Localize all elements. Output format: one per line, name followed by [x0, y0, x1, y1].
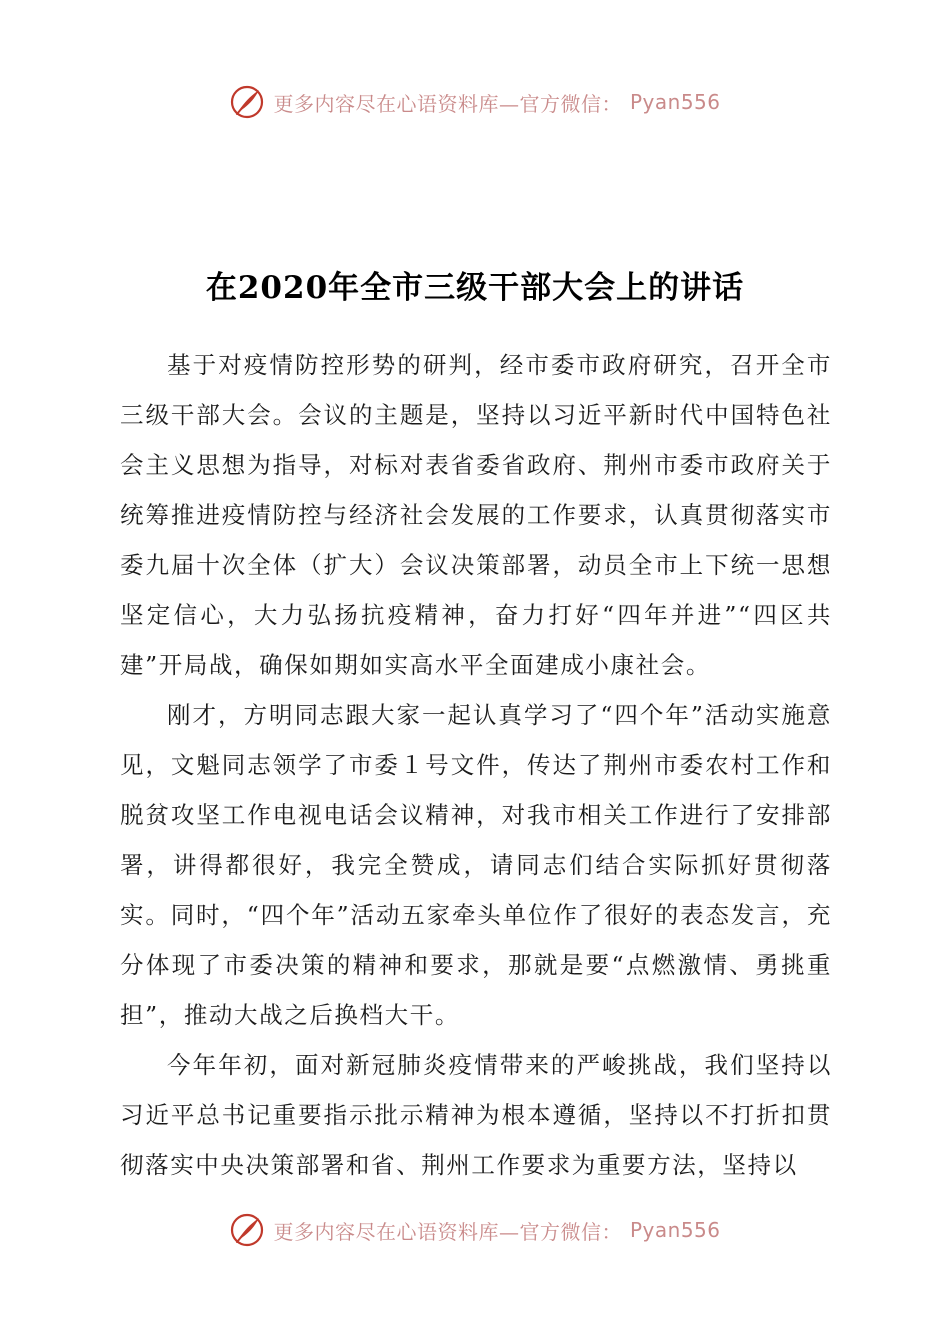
document-title: 在2020年全市三级干部大会上的讲话 — [205, 270, 745, 306]
document-body — [120, 340, 832, 1190]
watermark-wechat-id: Pyan556 — [629, 1218, 721, 1242]
watermark-wechat-id: Pyan556 — [629, 90, 721, 114]
header-watermark — [0, 82, 950, 122]
quill-logo-icon — [229, 1212, 265, 1248]
watermark-text: 更多内容尽在心语资料库—官方微信： — [273, 91, 622, 116]
quill-logo-icon — [229, 84, 265, 120]
footer-watermark — [0, 1210, 950, 1250]
watermark-text: 更多内容尽在心语资料库—官方微信： — [273, 1219, 622, 1244]
paragraph: 刚才，方明同志跟大家一起认真学习了“四个年”活动实施意见，文魁同志领学了市委１号文件，传达了荆州市委农村工作和脱贫攻坚工作电视电话会议精神，对我市相关工作进行了安排部署，讲得都很好，我完全赞成，请同志们结合实际抓好贯彻落实。同时，“四个年”活动五家牵头单位作了很好的表态发言，充分体现了市委决策的精神和要求，那就是要“点燃激情、勇挑重担”，推动大战之后换档大干。 — [120, 701, 832, 1029]
paragraph: 今年年初，面对新冠肺炎疫情带来的严峻挑战，我们坚持以习近平总书记重要指示批示精神为根本遵循，坚持以不打折扣贯彻落实中央决策部署和省、荆州工作要求为重要方法，坚持以 — [120, 1051, 832, 1179]
paragraph: 基于对疫情防控形势的研判，经市委市政府研究，召开全市三级干部大会。会议的主题是，坚持以习近平新时代中国特色社会主义思想为指导，对标对表省委省政府、荆州市委市政府关于统筹推进疫情防控与经济社会发展的工作要求，认真贯彻落实市委九届十次全体（扩大）会议决策部署，动员全市上下统一思想坚定信心，大力弘扬抗疫精神，奋力打好“四年并进”“四区共建”开局战，确保如期如实高水平全面建成小康社会。 — [120, 351, 832, 679]
